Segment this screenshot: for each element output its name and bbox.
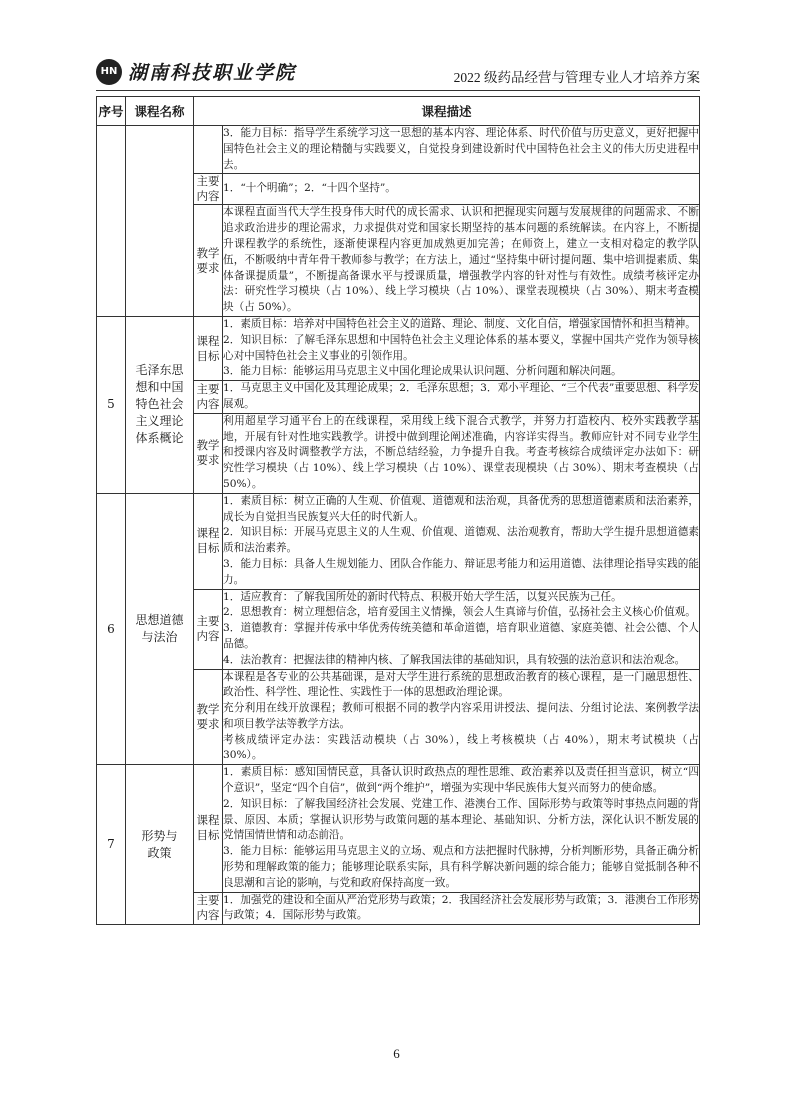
row-label-content: 主要内容 [194,589,223,669]
main-content-text [223,381,700,414]
course-name-line: 想和中国 [135,380,184,395]
course-name-line: 思想道德 [135,613,184,627]
course-no: 5 [97,316,126,493]
table-row [97,126,700,174]
course-goal-text [223,765,700,892]
desc-paragraph: 利用超星学习通平台上的在线课程，采用线上线下混合式教学，并努力打造校内、校外实践教学基地，开展有针对性地实践教学。讲授中做到理论阐述准确，内容详实得当。教师应针对不同专业学生和授课内容及时调整教学方法，不断总结经验，力争提升自我。考查考核综合成绩评定办法如下：研究性学习模块（占 10%）、线上学习模块（占 10%）、课堂表现模块（占 30%）、期末考查模块（占 50%）。 [223,414,699,490]
course-goal-text [223,316,700,380]
course-goal-text [223,493,700,589]
course-name [126,765,194,925]
course-name-line: 形势与 [141,828,178,843]
header-rule [96,90,700,91]
desc-paragraph: 考核成绩评定办法：实践活动模块（占 30%），线上考核模块（占 40%），期末考试模块（占 30%）。 [223,733,699,762]
course-no: 7 [97,765,126,925]
page-number: 6 [393,1046,400,1061]
desc-paragraph: 3．能力目标：指导学生系统学习这一思想的基本内容、理论体系、时代价值与历史意义，更好把握中国特色社会主义的理论精髓与实践要义，自觉投身到建设新时代中国特色社会主义的伟大历史进程中去。 [223,127,699,171]
desc-paragraph: 1．马克思主义中国化及其理论成果；2．毛泽东思想；3．邓小平理论、“三个代表”重要思想、科学发展观。 [223,382,699,410]
desc-paragraph: 2．知识目标：了解毛泽东思想和中国特色社会主义理论体系的基本要义，掌握中国共产党作为领导核心对中国特色社会主义事业的引领作用。 [223,333,699,362]
desc-paragraph: 1．适应教育：了解我国所处的新时代特点、积极开始大学生活，以复兴民族为己任。 [223,590,622,603]
desc-paragraph: 1．素质目标：树立正确的人生观、价值观、道德观和法治观，具备优秀的思想道德素质和法治素养，成长为自觉担当民族复兴大任的时代新人。 [223,494,699,523]
table-row [97,765,700,892]
main-content-text [223,174,700,205]
school-name: 湖南科技职业学院 [128,62,297,84]
desc-paragraph: 3．道德教育：掌握并传承中华优秀传统美德和革命道德，培育职业道德、家庭美德、社会公德、个人品德。 [223,622,699,650]
header-no: 序号 [97,97,126,126]
table-row [97,316,700,380]
desc-paragraph: 1．素质目标：感知国情民意，具备认识时政热点的理性思维、政治素养以及责任担当意识，树立“四个意识”，坚定“四个自信”，做到“两个维护”，增强为实现中华民族伟大复兴而努力的使命感。 [223,766,699,795]
row-label-cell [194,126,223,174]
row-label-goal: 课程目标 [194,316,223,380]
teaching-req-text [223,669,700,765]
desc-paragraph: 充分利用在线开放课程；教师可根据不同的教学内容采用讲授法、提问法、分组讨论法、案例教学法和项目教学法等教学方法。 [223,702,699,730]
teaching-req-text [223,205,700,317]
course-table [96,96,700,925]
desc-paragraph: 2．知识目标：了解我国经济社会发展、党建工作、港澳台工作、国际形势与政策等时事热点问题的背景、原因、本质；掌握认识形势与政策问题的基本理论、基础知识、分析方法，深化认识不断发展的党情国情世情和动态前沿。 [223,797,699,842]
row-label-req: 教学要求 [194,669,223,765]
school-logo [96,58,296,85]
desc-paragraph: 3．能力目标：能够运用马克思主义的立场、观点和方法把握时代脉搏，分析判断形势，具备正确分析形势和理解政策的能力；能够理论联系实际，具有科学解决新问题的综合能力；能够自觉抵制各种不良思潮和言论的影响，与党和政府保持高度一致。 [223,845,699,889]
course-name-line: 政策 [147,845,172,860]
document-title: 2022 级药品经营与管理专业人才培养方案 [453,70,700,85]
course-name-cell [126,126,194,317]
desc-paragraph: 1．“十个明确”；2．“十四个坚持”。 [223,182,396,195]
course-name [126,493,194,765]
row-label-content: 主要内容 [194,381,223,414]
table-row [97,493,700,589]
school-seal-icon: HN [96,59,122,85]
desc-paragraph: 3．能力目标：能够运用马克思主义中国化理论成果认识问题、分析问题和解决问题。 [223,365,622,378]
main-content-text [223,892,700,925]
desc-paragraph: 3．能力目标：具备人生规划能力、团队合作能力、辩证思考能力和运用道德、法律理论指导实践的能力。 [223,557,699,586]
row-label-req: 教学要求 [194,413,223,493]
desc-paragraph: 本课程是各专业的公共基础课，是对大学生进行系统的思想政治教育的核心课程，是一门融思想性、政治性、科学性、理论性、实践性于一体的思想政治理论课。 [223,670,699,699]
main-content-text [223,589,700,669]
course-name-line: 毛泽东思 [135,363,184,378]
header-name: 课程名称 [126,97,194,126]
row-label-goal: 课程目标 [194,765,223,892]
course-no: 6 [97,493,126,765]
desc-paragraph: 2．知识目标：开展马克思主义的人生观、价值观、道德观、法治观教育，帮助大学生提升思想道德素质和法治素养。 [223,526,699,555]
course-name [126,316,194,493]
desc-paragraph: 本课程直面当代大学生投身伟大时代的成长需求、认识和把握现实问题与发展规律的问题需求、不断追求政治进步的理论需求，力求提供对党和国家长期坚持的基本问题的系统解读。在内容上，不断提升课程教学的系统性，逐渐使课程内容更加成熟更加完善；在师资上，建立一支相对稳定的教学队伍，不断吸纳中青年骨干教师参与教学；在方法上，通过“坚持集中研讨提问题、集中培训提素质、集体备课提质量”，不断提高备课水平与授课质量，增强教学内容的针对性与有效性。成绩考核评定办法：研究性学习模块（占 10%）、线上学习模块（占 10%）、课堂表现模块（占 30%）、期末考查模块（占 50%）。 [223,206,699,314]
course-name-line: 特色社会 [135,397,184,412]
page-header [96,58,700,88]
course-goal-text [223,126,700,174]
desc-paragraph: 4．法治教育：把握法律的精神内核、了解我国法律的基础知识，具有较强的法治意识和法治观念。 [223,653,686,666]
desc-paragraph: 1．加强党的建设和全面从严治党形势与政策；2．我国经济社会发展形势与政策；3．港澳台工作形势与政策；4．国际形势与政策。 [223,893,699,922]
desc-paragraph: 1．素质目标：培养对中国特色社会主义的道路、理论、制度、文化自信，增强家国情怀和担当精神。 [223,317,696,330]
row-label-goal: 课程目标 [194,493,223,589]
row-label-req: 教学要求 [194,205,223,317]
table-header-row [97,97,700,126]
row-label-content: 主要内容 [194,892,223,925]
header-desc: 课程描述 [194,97,700,126]
desc-paragraph: 2．思想教育：树立理想信念，培育爱国主义情操，领会人生真谛与价值，弘扬社会主义核心价值观。 [223,606,696,619]
course-name-line: 主义理论 [135,414,184,429]
course-name-line: 与法治 [141,630,178,644]
course-no-cell [97,126,126,317]
course-name-line: 体系概论 [135,431,184,446]
row-label-content: 主要内容 [194,174,223,205]
teaching-req-text [223,413,700,493]
